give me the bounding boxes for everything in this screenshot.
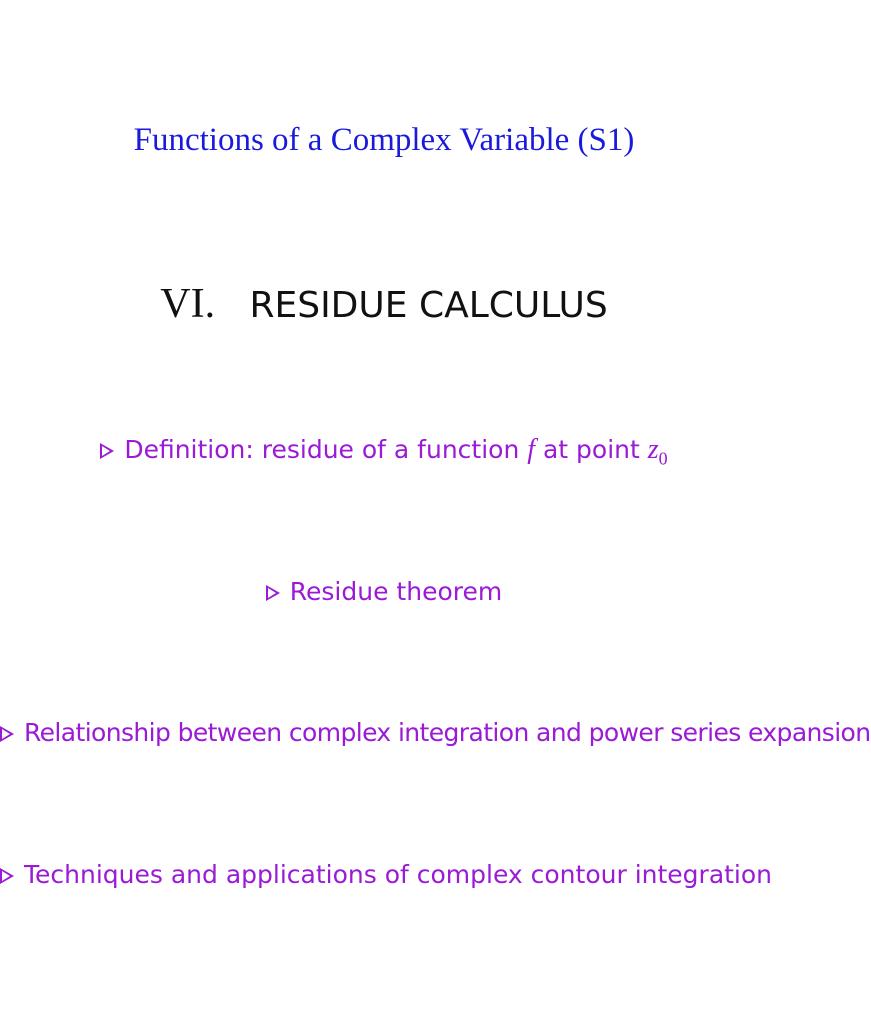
bullet-text: Techniques and applications of complex contour integration [24,860,773,889]
triangle-right-outline-icon [100,443,114,459]
section-numeral: VI. [160,281,216,327]
bullet-item-relationship [0,713,871,753]
section-heading [0,278,768,332]
triangle-right-outline-icon [266,585,280,601]
math-z: z [647,434,659,465]
bullet-item-definition [0,430,768,479]
bullet-text-middle: at point [535,435,648,464]
bullet-item-techniques [0,855,773,895]
bullet-text: Relationship between complex integration and power series expansion [24,718,871,747]
math-function-f: f [527,434,536,465]
triangle-right-outline-icon [0,726,14,742]
triangle-right-outline-icon [0,868,14,884]
bullet-text: Residue theorem [289,577,503,606]
math-point-z0 [647,434,668,469]
math-z-subscript: 0 [658,448,668,469]
bullet-item-residue-theorem [0,572,768,612]
course-title: Functions of a Complex Variable (S1) [133,122,635,158]
bullet-text-before: Definition: residue of a function [124,435,528,464]
section-gap [227,285,238,326]
section-title: RESIDUE CALCULUS [249,285,608,326]
